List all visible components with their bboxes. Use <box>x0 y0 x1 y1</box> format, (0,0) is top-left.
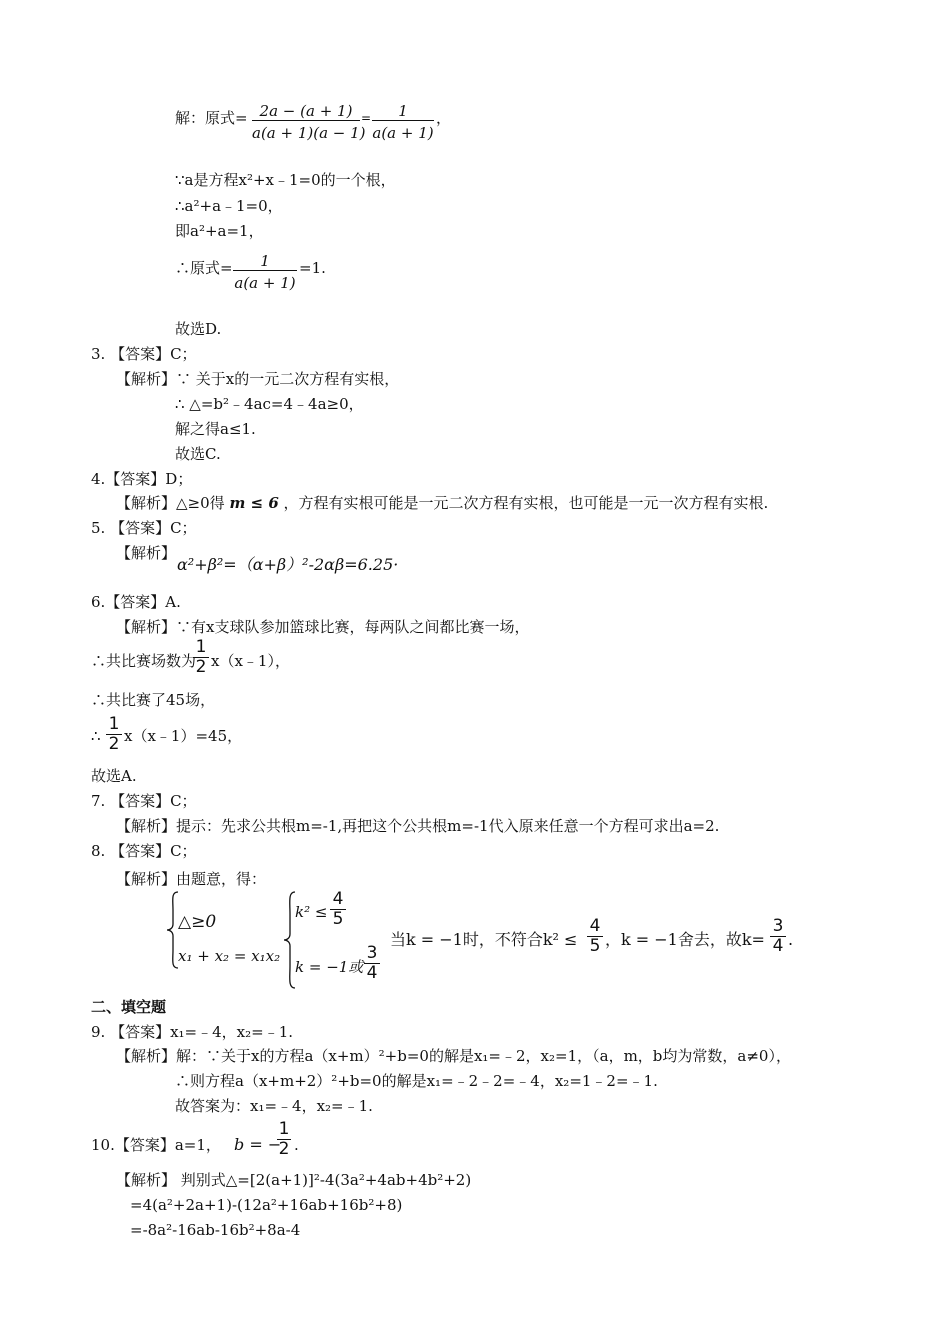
q6-analysis-2-post: x（x﹣1）， <box>211 652 290 670</box>
q2-line1-prefix: 解：原式= <box>175 109 248 127</box>
q8-frac-b-num: 3 <box>366 943 378 963</box>
q10-frac-num: 1 <box>278 1119 290 1139</box>
q8-frac-b-den: 4 <box>366 963 378 983</box>
q8-frac-c-num: 4 <box>589 916 601 936</box>
q2-line4: 即a²+a=1， <box>175 222 264 240</box>
q6-half-fraction-1 <box>193 638 209 677</box>
q10-analysis-2: =4(a²+2a+1)-(12a²+16ab+16b²+8) <box>130 1196 403 1214</box>
q10-frac-den: 2 <box>278 1139 290 1159</box>
q4-analysis <box>116 493 768 513</box>
q6-frac1-den: 2 <box>195 657 207 677</box>
q2-line3: ∴a²+a﹣1=0， <box>175 197 283 215</box>
q2-comma: ， <box>436 109 452 127</box>
q9-analysis-3: 故答案为：x₁=﹣4，x₂=﹣1. <box>175 1097 373 1115</box>
q9-answer: 9. 【答案】x₁=﹣4，x₂=﹣1. <box>91 1023 294 1041</box>
q2-equals: = <box>361 111 372 125</box>
q6-analysis-1: 【解析】∵有x支球队参加篮球比赛，每两队之间都比赛一场， <box>116 618 530 636</box>
q8-analysis-label: 【解析】由题意，得： <box>116 870 267 888</box>
q10-answer-math: b = − <box>234 1135 282 1154</box>
q6-analysis-4-pre: ∴ <box>91 727 101 745</box>
q5-answer: 5. 【答案】C； <box>91 519 197 537</box>
q8-frac-3-4-a <box>364 944 380 983</box>
q10-answer-post: . <box>294 1136 299 1154</box>
q3-analysis-4: 故选C. <box>175 445 221 463</box>
q8-frac-a-den: 5 <box>332 909 344 929</box>
q8-frac-4-5-a <box>330 890 346 929</box>
q4-analysis-post: ，方程有实根可能是一元二次方程有实根，也可能是一元一次方程有实根. <box>283 494 769 512</box>
q9-analysis-2: ∴则方程a（x+m+2）²+b=0的解是x₁=﹣2﹣2=﹣4，x₂=1﹣2=﹣1. <box>175 1072 658 1090</box>
q6-analysis-2-pre: ∴共比赛场数为 <box>91 652 197 670</box>
q8-frac-c-den: 5 <box>589 936 601 956</box>
q10-answer-pre: 10.【答案】a=1， <box>91 1136 221 1154</box>
q3-analysis-2: ∴ △=b²﹣4ac=4﹣4a≥0， <box>175 395 364 413</box>
q8-system2-a: k² ≤ <box>295 903 328 921</box>
q8-system1-a: △≥0 <box>178 912 217 932</box>
q2-line5-post: =1. <box>299 259 326 277</box>
q6-frac2-den: 2 <box>108 734 120 754</box>
q6-analysis-5: 故选A. <box>91 767 137 785</box>
q2-line5-prefix: ∴原式= <box>175 259 233 277</box>
q8-frac-d-den: 4 <box>772 936 784 956</box>
q6-analysis-4-post: x（x﹣1）=45， <box>124 727 243 745</box>
q10-analysis-1: 【解析】 判别式△=[2(a+1)]²-4(3a²+4ab+4b²+2) <box>116 1171 472 1189</box>
q6-frac2-num: 1 <box>108 714 120 734</box>
q2-fraction-2 <box>372 102 434 142</box>
q10-analysis-3: =-8a²-16ab-16b²+8a-4 <box>130 1221 301 1239</box>
q2-frac3-num: 1 <box>260 252 270 270</box>
q3-analysis-1: 【解析】∵ 关于x的一元二次方程有实根， <box>116 370 400 388</box>
q3-answer: 3. 【答案】C； <box>91 345 197 363</box>
q2-line6: 故选D. <box>175 320 222 338</box>
q3-analysis-3: 解之得a≤1. <box>175 420 256 438</box>
q8-conclusion-3: . <box>788 930 794 949</box>
q8-frac-4-5-b <box>587 917 603 956</box>
q2-fraction-1 <box>252 102 366 142</box>
q8-frac-3-4-b <box>770 917 786 956</box>
q4-answer: 4.【答案】D； <box>91 470 193 488</box>
q2-frac3-den: a(a + 1) <box>234 274 296 292</box>
q2-frac2-num: 1 <box>398 102 408 120</box>
q6-analysis-3: ∴共比赛了45场， <box>91 691 216 709</box>
q2-line2: ∵a是方程x²+x﹣1=0的一个根， <box>175 171 396 189</box>
q6-half-fraction-2 <box>106 715 122 754</box>
q6-frac1-num: 1 <box>195 637 207 657</box>
q8-system1-b: x₁ + x₂ = x₁x₂ <box>178 947 281 965</box>
q5-analysis-label: 【解析】 <box>116 544 177 562</box>
q7-answer: 7. 【答案】C； <box>91 792 197 810</box>
q8-frac-a-num: 4 <box>332 889 344 909</box>
q2-frac1-num: 2a − (a + 1) <box>259 102 353 120</box>
q2-frac1-den: a(a + 1)(a − 1) <box>252 124 366 142</box>
section-title-fill-in: 二、填空题 <box>91 998 167 1016</box>
q2-frac2-den: a(a + 1) <box>372 124 434 142</box>
q9-analysis-1: 【解析】解：∵关于x的方程a（x+m）²+b=0的解是x₁=﹣2，x₂=1，（a，m，b均为常数，a≠0）， <box>116 1047 791 1065</box>
q8-conclusion-1: 当k = −1时，不符合k² ≤ <box>390 930 578 949</box>
q8-system2-b: k = −1或 <box>295 958 364 976</box>
q2-fraction-3 <box>233 252 297 292</box>
q5-equation: α²+β²=（α+β）²-2αβ=6.25· <box>177 555 399 574</box>
q8-frac-d-num: 3 <box>772 916 784 936</box>
q6-answer: 6.【答案】A. <box>91 593 181 611</box>
q4-analysis-pre: 【解析】△≥0得 <box>116 494 225 512</box>
q8-conclusion-2: ，k = −1舍去，故k= <box>605 930 765 949</box>
q7-analysis: 【解析】提示：先求公共根m=-1,再把这个公共根m=-1代入原来任意一个方程可求出a=2. <box>116 817 720 835</box>
q8-answer: 8. 【答案】C； <box>91 842 197 860</box>
q10-frac-half <box>277 1120 291 1159</box>
q4-analysis-math: m ≤ 6 <box>229 494 279 512</box>
